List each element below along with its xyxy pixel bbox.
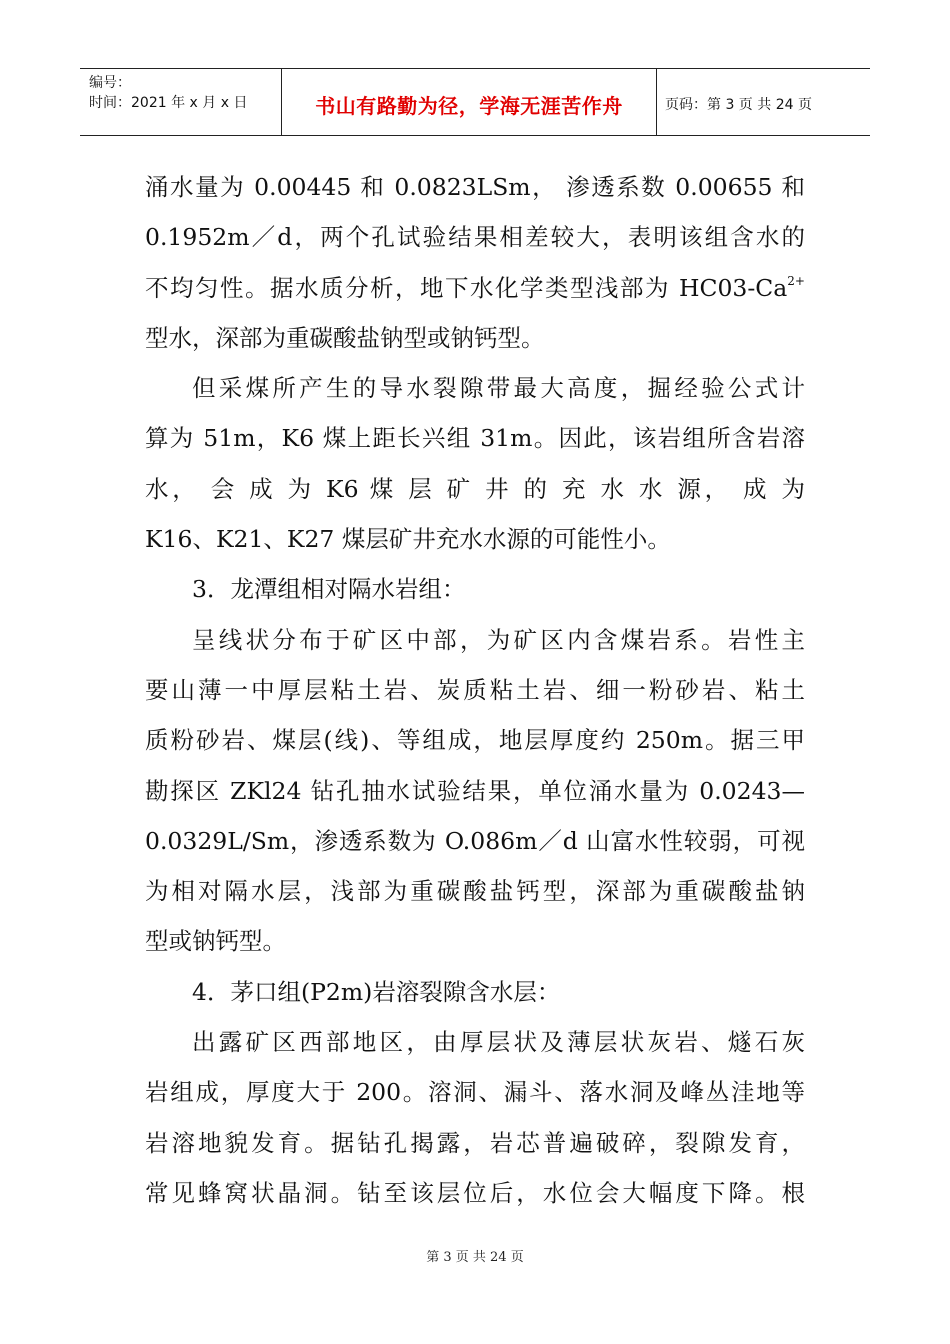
text-line: 要山薄一中厚层粘土岩、炭质粘土岩、细一粉砂岩、粘土 — [145, 675, 805, 704]
text-line: 型水，深部为重碳酸盐钠型或钠钙型。 — [145, 323, 545, 352]
text-line-main: 不均匀性。据水质分析，地下水化学类型浅部为 HC03-Ca — [145, 273, 788, 302]
paragraph-first-line: 但采煤所产生的导水裂隙带最大高度，掘经验公式计 — [192, 374, 805, 403]
document-number-label: 编号： — [89, 75, 131, 91]
text-line — [145, 263, 805, 313]
paragraph-first-line: 呈线状分布于矿区中部，为矿区内含煤岩系。岩性主 — [192, 625, 805, 654]
text-line: 0.0329L/Sm，渗透系数为 O.086m／d 山富水性较弱，可视 — [145, 826, 805, 855]
header-motto: 书山有路勤为径，学海无涯苦作舟 — [315, 93, 623, 118]
header-page-info-cell — [657, 69, 870, 135]
superscript-charge: 2+ — [787, 273, 805, 288]
text-line: 岩溶地貌发育。据钻孔揭露，岩芯普遍破碎，裂隙发育， — [145, 1128, 805, 1157]
page-footer — [0, 1246, 950, 1265]
paragraph-first-line: 出露矿区西部地区，由厚层状及薄层状灰岩、燧石灰 — [192, 1028, 805, 1057]
text-line: 水， 会 成 为 K6 煤 层 矿 井 的 充 水 水 源， 成 为 — [145, 474, 805, 503]
document-date: 时间：2021 年 x 月 x 日 — [89, 95, 248, 111]
section-heading-4: 4．茅口组(P2m)岩溶裂隙含水层： — [192, 977, 561, 1006]
page-header — [80, 68, 870, 136]
text-line: 为相对隔水层，浅部为重碳酸盐钙型，深部为重碳酸盐钠 — [145, 877, 805, 906]
header-motto-cell — [282, 69, 657, 135]
text-line: 常见蜂窝状晶洞。钻至该层位后，水位会大幅度下降。根 — [145, 1178, 805, 1207]
footer-page-number: 第 3 页 共 24 页 — [426, 1250, 524, 1265]
text-line: 算为 51m，K6 煤上距长兴组 31m。因此，该岩组所含岩溶 — [145, 424, 805, 453]
text-line: 岩组成，厚度大于 200。溶洞、漏斗、落水洞及峰丛洼地等 — [145, 1078, 805, 1107]
document-body — [145, 162, 805, 1218]
text-line: 型或钠钙型。 — [145, 927, 286, 956]
text-line: K16、K21、K27 煤层矿井充水水源的可能性小。 — [145, 525, 671, 554]
header-meta — [80, 69, 282, 135]
section-heading-3: 3．龙潭组相对隔水岩组： — [192, 575, 466, 604]
text-line: 涌水量为 0.00445 和 0.0823LSm， 渗透系数 0.00655 和 — [145, 173, 805, 201]
text-line: 勘探区 ZKl24 钻孔抽水试验结果，单位涌水量为 0.0243— — [145, 776, 805, 805]
text-line: 0.1952m／d，两个孔试验结果相差较大，表明该组含水的 — [145, 223, 805, 252]
text-line: 质粉砂岩、煤层(线)、等组成，地层厚度约 250m。据三甲 — [145, 726, 805, 755]
header-page-info: 页码：第 3 页 共 24 页 — [665, 97, 812, 113]
